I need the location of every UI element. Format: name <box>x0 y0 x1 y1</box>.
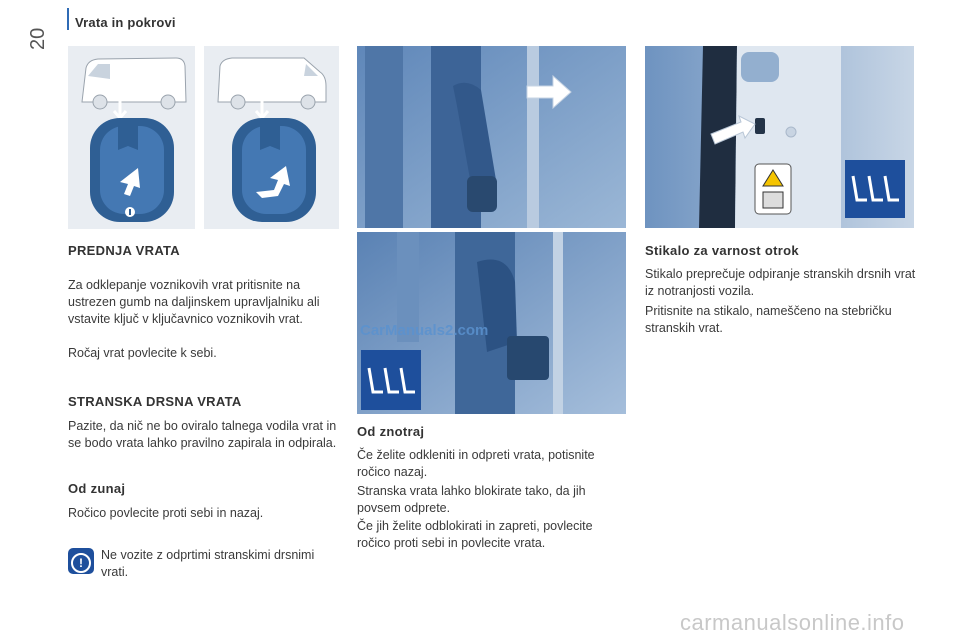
page-number: 20 <box>27 27 49 50</box>
front-door-key-illustration <box>68 46 195 229</box>
outside-heading: Od zunaj <box>68 481 126 496</box>
outside-paragraph: Ročico povlecite proti sebi in nazaj. <box>68 506 264 520</box>
inside-paragraph-2: Stranska vrata lahko blokirate tako, da jih povsem odprete. <box>357 484 586 515</box>
sliding-door-paragraph: Pazite, da nič ne bo oviralo talnega vodila vrat in se bodo vrata lahko pravilno zapirala in odpirala. <box>68 419 337 450</box>
child-lock-icon <box>645 46 914 228</box>
van-key-front-icon <box>68 46 195 229</box>
header-accent-bar <box>67 8 69 30</box>
watermark-carmanuals2: CarManuals2.com <box>360 322 489 339</box>
interior-handle-illustration <box>357 46 626 228</box>
watermark-carmanualsonline: carmanualsonline.info <box>680 610 905 635</box>
warning-icon: ! <box>68 548 94 574</box>
inside-paragraph-1: Če želite odkleniti in odpreti vrata, potisnite ročico nazaj. <box>357 448 595 479</box>
sliding-door-heading: STRANSKA DRSNA VRATA <box>68 394 242 409</box>
front-door-heading: PREDNJA VRATA <box>68 243 181 258</box>
interior-handle-icon <box>357 46 626 228</box>
van-side-door-icon <box>204 46 339 229</box>
child-lock-heading: Stikalo za varnost otrok <box>645 243 799 258</box>
front-door-paragraph-2: Ročaj vrat povlecite k sebi. <box>68 346 217 360</box>
inside-paragraph-3: Če jih želite odblokirati in zapreti, povlecite ročico proti sebi in povlecite vrata. <box>357 519 593 550</box>
inside-heading: Od znotraj <box>357 424 425 439</box>
child-lock-paragraph-1: Stikalo preprečuje odpiranje stranskih drsnih vrat iz notranjosti vozila. <box>645 267 916 298</box>
sliding-door-outside-illustration <box>204 46 339 229</box>
front-door-paragraph-1: Za odklepanje voznikovih vrat pritisnite na ustrezen gumb na daljinskem upravljalniku ali vstavite ključ v ključavnico voznikovih vrat. <box>68 278 320 326</box>
warning-text: Ne vozite z odprtimi stranskimi drsnimi vrati. <box>101 548 315 579</box>
section-title: Vrata in pokrovi <box>75 15 176 30</box>
child-lock-illustration <box>645 46 914 228</box>
child-lock-paragraph-2: Pritisnite na stikalo, nameščeno na stebričku stranskih vrat. <box>645 304 892 335</box>
